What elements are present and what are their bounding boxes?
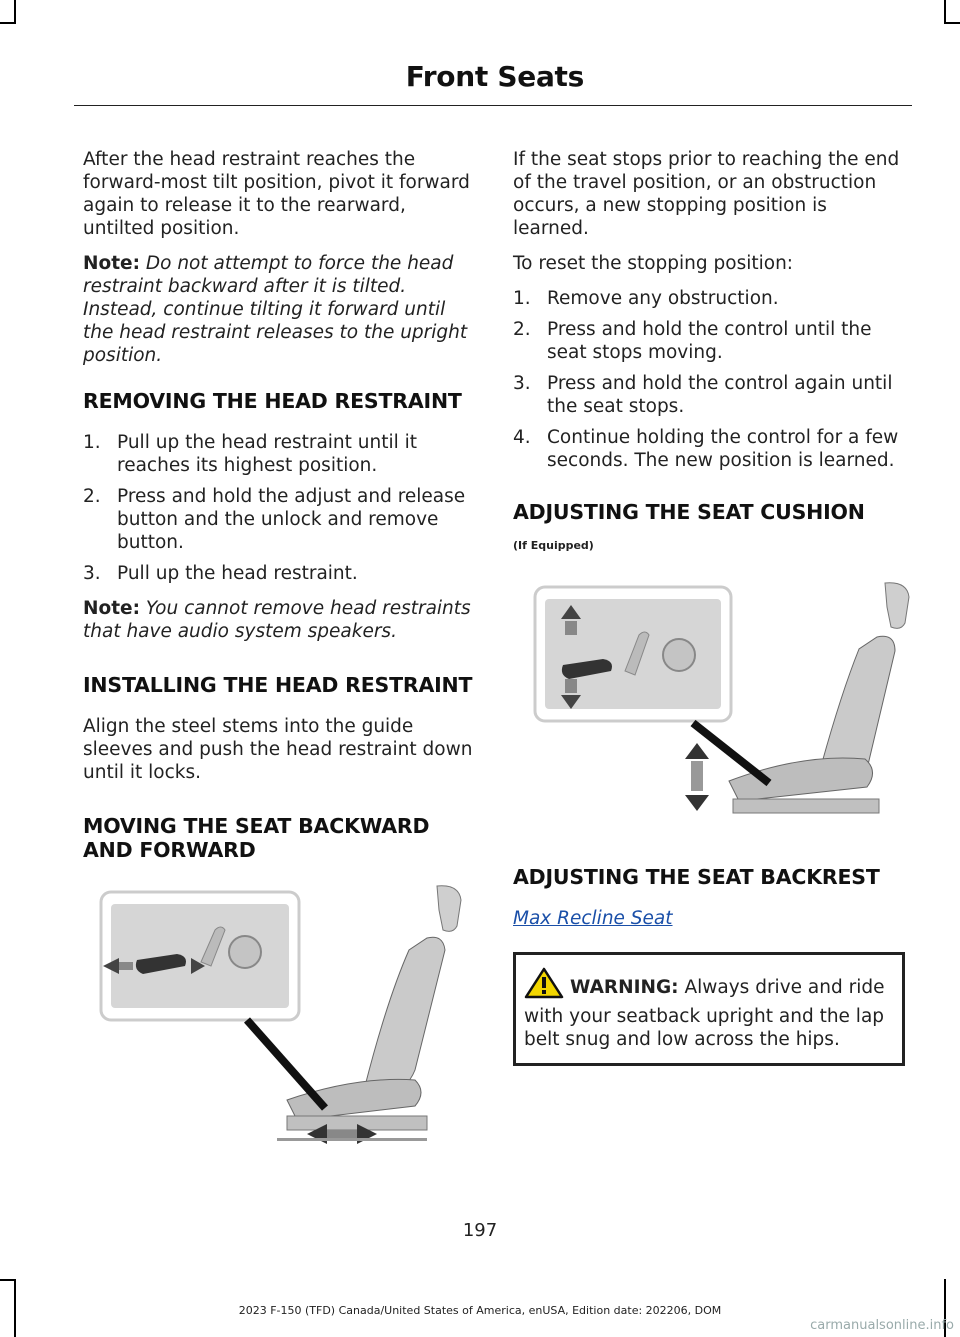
note-label: Note: xyxy=(83,253,140,274)
note-paragraph xyxy=(83,252,475,367)
crop-mark xyxy=(944,0,946,24)
crop-mark xyxy=(0,1279,16,1281)
intro-paragraph: If the seat stops prior to reaching the end of the travel position, or an obstruction occurs, a new stopping position is learned. xyxy=(513,149,900,239)
seat-fore-aft-illustration xyxy=(97,880,475,1156)
footer-text: 2023 F-150 (TFD) Canada/United States of America, enUSA, Edition date: 202206, DOM xyxy=(238,1304,722,1317)
installing-paragraph: Align the steel stems into the guide sleeves and push the head restraint down until it locks. xyxy=(83,716,473,783)
crop-mark xyxy=(944,22,960,24)
removing-heading: REMOVING THE HEAD RESTRAINT xyxy=(83,389,462,413)
left-column xyxy=(83,148,475,1156)
list-item: 1. Remove any obstruction. xyxy=(513,288,779,309)
note-label: Note: xyxy=(83,598,140,619)
max-recline-seat-link[interactable]: Max Recline Seat xyxy=(513,908,673,929)
backrest-heading: ADJUSTING THE SEAT BACKREST xyxy=(513,865,880,889)
page-number: 197 xyxy=(462,1220,498,1241)
intro-paragraph: After the head restraint reaches the forward-most tilt position, pivot it forward again to release it to the rearward, untilted position. xyxy=(83,149,470,239)
installing-heading: INSTALLING THE HEAD RESTRAINT xyxy=(83,673,473,697)
list-item: 1. Pull up the head restraint until it reaches its highest position. xyxy=(83,432,418,476)
crop-mark xyxy=(14,0,16,24)
note-text: You cannot remove head restraints that have audio system speakers. xyxy=(83,598,471,642)
note-text: Do not attempt to force the head restraint backward after it is tilted. Instead, continue tilting it forward until the head restraint releases to the upright position. xyxy=(83,253,468,366)
seat-cushion-illustration-icon xyxy=(533,573,925,835)
moving-heading: MOVING THE SEAT BACKWARD AND FORWARD xyxy=(83,814,430,862)
backrest-link-paragraph xyxy=(513,907,905,930)
warning-icon xyxy=(524,967,564,1005)
watermark: carmanualsonline.info xyxy=(810,1318,954,1333)
warning-label: WARNING: xyxy=(570,977,679,998)
list-item: 3. Pull up the head restraint. xyxy=(83,563,358,584)
note-paragraph xyxy=(83,597,475,643)
removing-steps xyxy=(83,431,475,585)
seat-illustration-icon xyxy=(97,880,477,1150)
page-title: Front Seats xyxy=(405,60,584,93)
seat-cushion-illustration xyxy=(533,573,905,841)
list-item: 2. Press and hold the adjust and release button and the unlock and remove button. xyxy=(83,486,466,553)
list-item: 2. Press and hold the control until the seat stops moving. xyxy=(513,319,872,363)
reset-intro: To reset the stopping position: xyxy=(513,253,794,274)
reset-steps xyxy=(513,287,905,472)
header-rule xyxy=(74,105,912,106)
cushion-heading: ADJUSTING THE SEAT CUSHION xyxy=(513,500,865,524)
list-item: 3. Press and hold the control again until the seat stops. xyxy=(513,373,893,417)
cushion-subhead: (If Equipped) xyxy=(513,539,594,552)
warning-box xyxy=(513,952,905,1066)
warning-text: Always drive and ride with your seatback upright and the lap belt snug and low across the hips. xyxy=(524,977,885,1050)
right-column xyxy=(513,148,905,1066)
crop-mark xyxy=(0,22,16,24)
list-item: 4. Continue holding the control for a few seconds. The new position is learned. xyxy=(513,427,899,471)
